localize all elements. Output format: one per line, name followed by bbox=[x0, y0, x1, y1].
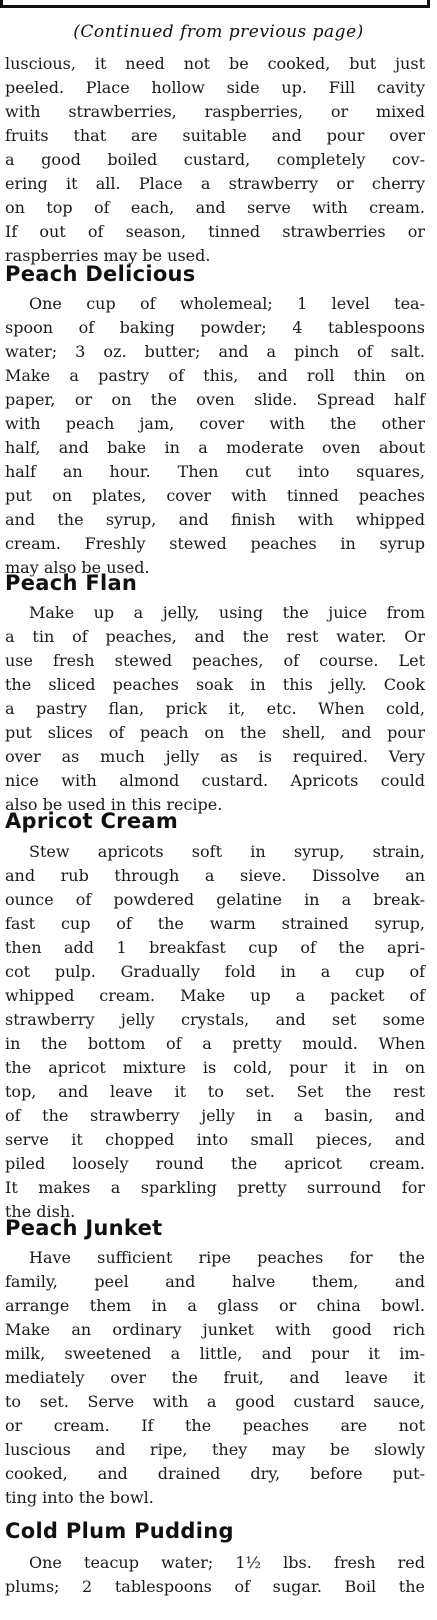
intro-paragraph bbox=[5, 52, 425, 268]
text-line: luscious and ripe, they may be slowly bbox=[5, 1440, 425, 1459]
text-line: spoon of baking powder; 4 tablespoons bbox=[5, 318, 425, 337]
text-line: nice with almond custard. Apricots could bbox=[5, 771, 425, 790]
text-line: and rub through a sieve. Dissolve an bbox=[5, 866, 425, 885]
text-line: luscious, it need not be cooked, but just bbox=[5, 54, 425, 73]
text-line: arrange them in a glass or china bowl. bbox=[5, 1296, 425, 1315]
text-line: a pastry flan, prick it, etc. When cold, bbox=[5, 699, 425, 718]
recipe-title: Cold Plum Pudding bbox=[5, 1519, 234, 1543]
top-border-box bbox=[0, 0, 430, 8]
recipe-title: Apricot Cream bbox=[5, 809, 179, 833]
text-line: put on plates, cover with tinned peaches bbox=[5, 486, 425, 505]
text-line: paper, or on the oven slide. Spread half bbox=[5, 390, 425, 409]
text-line: Stew apricots soft in syrup, strain, bbox=[29, 842, 425, 861]
text-line: use fresh stewed peaches, of course. Let bbox=[5, 651, 425, 670]
text-line: top, and leave it to set. Set the rest bbox=[5, 1082, 425, 1101]
recipe-body bbox=[5, 1246, 425, 1510]
text-line: One teacup water; 1½ lbs. fresh red bbox=[29, 1553, 425, 1572]
text-line: with peach jam, cover with the other bbox=[5, 414, 425, 433]
recipe-title: Peach Delicious bbox=[5, 262, 196, 286]
text-line: peeled. Place hollow side up. Fill cavity bbox=[5, 78, 425, 97]
text-line: the apricot mixture is cold, pour it in on bbox=[5, 1058, 425, 1077]
text-line: piled loosely round the apricot cream. bbox=[5, 1154, 425, 1173]
text-line: in the bottom of a pretty mould. When bbox=[5, 1034, 425, 1053]
text-line: ounce of powdered gelatine in a break- bbox=[5, 890, 425, 909]
recipe-body bbox=[5, 840, 425, 1224]
recipe-body bbox=[5, 1551, 425, 1599]
text-line: fast cup of the warm strained syrup, bbox=[5, 914, 425, 933]
text-line: with strawberries, raspberries, or mixed bbox=[5, 102, 425, 121]
text-line: One cup of wholemeal; 1 level tea- bbox=[29, 294, 425, 313]
text-line: a tin of peaches, and the rest water. Or bbox=[5, 627, 425, 646]
text-line: half an hour. Then cut into squares, bbox=[5, 462, 425, 481]
text-line: family, peel and halve them, and bbox=[5, 1272, 425, 1291]
text-line: on top of each, and serve with cream. bbox=[5, 198, 425, 217]
text-line: of the strawberry jelly in a basin, and bbox=[5, 1106, 425, 1125]
text-line: raspberries may be used. bbox=[5, 246, 211, 265]
text-line: may also be used. bbox=[5, 558, 150, 577]
text-line: It makes a sparkling pretty surround for bbox=[5, 1178, 425, 1197]
text-line: a good boiled custard, completely cov- bbox=[5, 150, 425, 169]
text-line: the sliced peaches soak in this jelly. Cook bbox=[5, 675, 425, 694]
text-line: ering it all. Place a strawberry or cherry bbox=[5, 174, 425, 193]
text-line: Have sufficient ripe peaches for the bbox=[29, 1248, 425, 1267]
text-line: cream. Freshly stewed peaches in syrup bbox=[5, 534, 425, 553]
text-line: to set. Serve with a good custard sauce, bbox=[5, 1392, 425, 1411]
recipe-body bbox=[5, 601, 425, 817]
text-line: fruits that are suitable and pour over bbox=[5, 126, 425, 145]
text-line: the dish. bbox=[5, 1202, 76, 1221]
text-line: over as much jelly as is required. Very bbox=[5, 747, 425, 766]
text-line: serve it chopped into small pieces, and bbox=[5, 1130, 425, 1149]
text-line: cot pulp. Gradually fold in a cup of bbox=[5, 962, 425, 981]
text-line: cooked, and drained dry, before put- bbox=[5, 1464, 425, 1483]
text-line: Make up a jelly, using the juice from bbox=[29, 603, 425, 622]
recipe-title: Peach Flan bbox=[5, 571, 138, 595]
text-line: put slices of peach on the shell, and pour bbox=[5, 723, 425, 742]
text-line: ting into the bowl. bbox=[5, 1488, 154, 1507]
text-line: whipped cream. Make up a packet of bbox=[5, 986, 425, 1005]
text-line: mediately over the fruit, and leave it bbox=[5, 1368, 425, 1387]
text-line: If out of season, tinned strawberries or bbox=[5, 222, 425, 241]
recipe-body bbox=[5, 292, 425, 580]
text-line: then add 1 breakfast cup of the apri- bbox=[5, 938, 425, 957]
recipe-title: Peach Junket bbox=[5, 1216, 163, 1240]
text-line: half, and bake in a moderate oven about bbox=[5, 438, 425, 457]
text-line: Make a pastry of this, and roll thin on bbox=[5, 366, 425, 385]
continued-note: (Continued from previous page) bbox=[73, 22, 364, 42]
text-line: and the syrup, and finish with whipped bbox=[5, 510, 425, 529]
text-line: water; 3 oz. butter; and a pinch of salt. bbox=[5, 342, 425, 361]
text-line: Make an ordinary junket with good rich bbox=[5, 1320, 425, 1339]
text-line: strawberry jelly crystals, and set some bbox=[5, 1010, 425, 1029]
text-line: milk, sweetened a little, and pour it im- bbox=[5, 1344, 425, 1363]
text-line: or cream. If the peaches are not bbox=[5, 1416, 425, 1435]
text-line: plums; 2 tablespoons of sugar. Boil the bbox=[5, 1577, 425, 1596]
text-line: also be used in this recipe. bbox=[5, 795, 223, 814]
